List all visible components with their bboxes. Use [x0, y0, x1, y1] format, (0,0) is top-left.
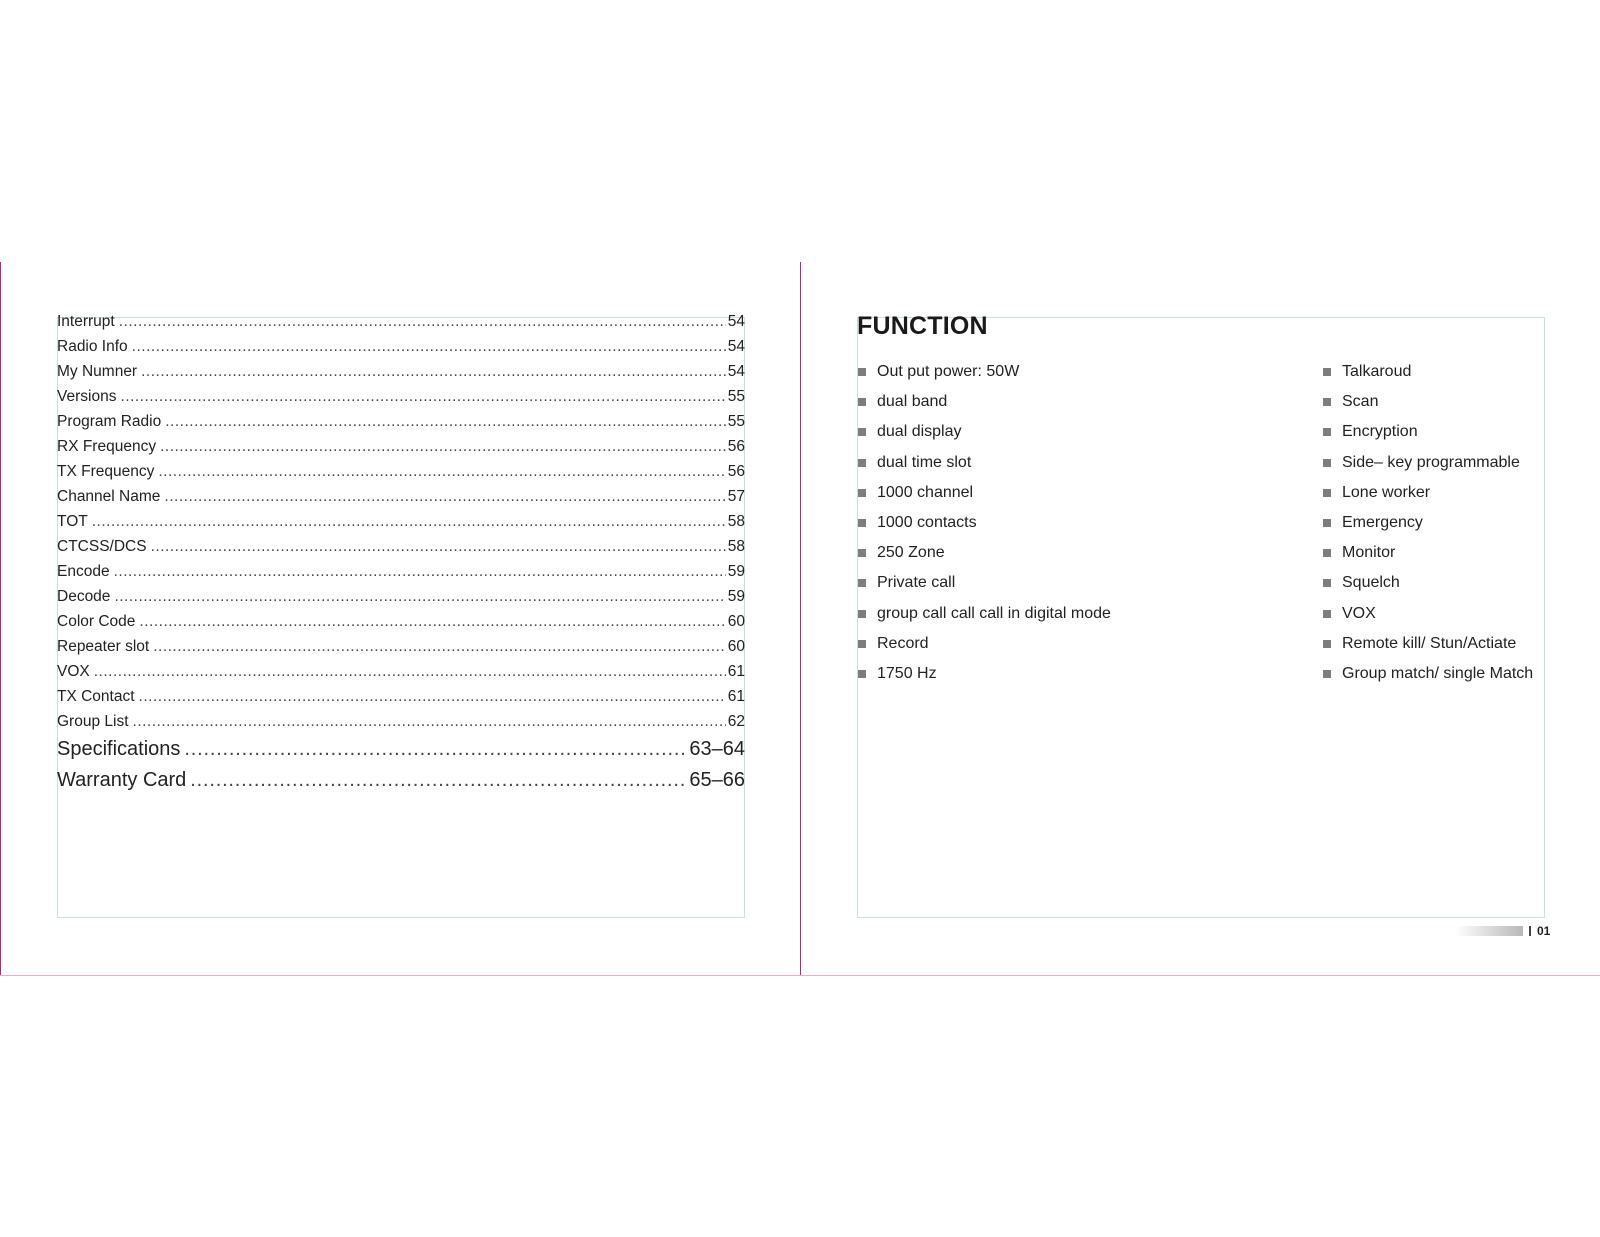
toc-dot-leader — [165, 413, 726, 431]
function-heading: FUNCTION — [857, 312, 988, 340]
square-bullet-icon — [858, 459, 866, 467]
function-item-label: Monitor — [1342, 544, 1396, 562]
toc-entry-page: 61 — [727, 663, 745, 680]
function-item — [858, 357, 1111, 387]
function-item — [858, 659, 1111, 689]
toc-entry-page: 54 — [727, 338, 745, 355]
toc-entry — [57, 363, 745, 388]
toc-entry — [57, 388, 745, 413]
function-item — [858, 538, 1111, 568]
toc-dot-leader — [190, 769, 687, 792]
toc-entry-page: 55 — [727, 413, 745, 430]
bottom-trim-line — [0, 975, 1600, 976]
toc-dot-leader — [158, 463, 725, 481]
square-bullet-icon — [1323, 489, 1331, 497]
toc-entry — [57, 338, 745, 363]
toc-dot-leader — [119, 313, 726, 331]
function-item — [1323, 659, 1533, 689]
toc-entry-page: 54 — [727, 313, 745, 330]
toc-entry-page: 56 — [727, 438, 745, 455]
toc-entry-title: Group List — [57, 713, 129, 730]
function-item-label: Emergency — [1342, 514, 1423, 532]
toc-entry-page: 60 — [727, 613, 745, 630]
square-bullet-icon — [858, 610, 866, 618]
toc-entry-page: 58 — [727, 538, 745, 555]
toc-entry — [57, 463, 745, 488]
square-bullet-icon — [1323, 640, 1331, 648]
square-bullet-icon — [1323, 670, 1331, 678]
toc-entry — [57, 688, 745, 713]
toc-entry — [57, 313, 745, 338]
toc-dot-leader — [114, 588, 725, 606]
table-of-contents — [57, 313, 745, 800]
toc-entry — [57, 513, 745, 538]
square-bullet-icon — [858, 670, 866, 678]
function-item-label: Private call — [877, 574, 956, 592]
function-item-label: Encryption — [1342, 423, 1418, 441]
toc-entry-title: TOT — [57, 513, 88, 530]
function-list-right — [1323, 357, 1533, 689]
toc-entry — [57, 438, 745, 463]
function-item — [858, 478, 1111, 508]
function-list-left — [858, 357, 1111, 689]
toc-entry-page: 62 — [727, 713, 745, 730]
function-item-label: 1000 contacts — [877, 514, 977, 532]
toc-entry — [57, 413, 745, 438]
toc-dot-leader — [94, 663, 726, 681]
toc-entry-page: 58 — [727, 513, 745, 530]
function-item — [858, 599, 1111, 629]
square-bullet-icon — [858, 519, 866, 527]
toc-entry — [57, 563, 745, 588]
toc-entry-title: TX Contact — [57, 688, 135, 705]
toc-entry-page: 59 — [727, 563, 745, 580]
square-bullet-icon — [858, 549, 866, 557]
toc-entry-title: CTCSS/DCS — [57, 538, 147, 555]
toc-entry-title: Warranty Card — [57, 769, 187, 791]
function-item-label: Lone worker — [1342, 483, 1431, 501]
function-item-label: 1750 Hz — [877, 664, 937, 682]
function-item-label: Out put power: 50W — [877, 363, 1020, 381]
toc-entry-title: Color Code — [57, 613, 136, 630]
toc-entry-title: Program Radio — [57, 413, 162, 430]
function-item-label: group call call call in digital mode — [877, 604, 1111, 622]
toc-entry-page: 56 — [727, 463, 745, 480]
function-item-label: Remote kill/ Stun/Actiate — [1342, 634, 1517, 652]
toc-dot-leader — [139, 613, 725, 631]
function-item-label: dual display — [877, 423, 962, 441]
toc-dot-leader — [133, 713, 726, 731]
function-item — [1323, 417, 1533, 447]
function-item — [858, 448, 1111, 478]
page-number-separator — [1529, 926, 1531, 936]
toc-entry-title: Decode — [57, 588, 111, 605]
square-bullet-icon — [858, 640, 866, 648]
left-page-margin-line — [0, 262, 1, 976]
function-item — [858, 508, 1111, 538]
function-item — [858, 568, 1111, 598]
function-item — [858, 387, 1111, 417]
toc-entry — [57, 713, 745, 738]
toc-entry-title: Radio Info — [57, 338, 128, 355]
toc-major-entry — [57, 769, 745, 800]
page-number-footer — [1455, 924, 1550, 938]
toc-dot-leader — [160, 438, 726, 456]
toc-entry-page: 61 — [727, 688, 745, 705]
square-bullet-icon — [858, 398, 866, 406]
toc-entry — [57, 588, 745, 613]
function-item — [1323, 568, 1533, 598]
square-bullet-icon — [858, 368, 866, 376]
function-item — [1323, 478, 1533, 508]
function-item — [1323, 629, 1533, 659]
toc-entry-page: 60 — [727, 638, 745, 655]
toc-entry-title: Interrupt — [57, 313, 115, 330]
function-item-label: dual time slot — [877, 453, 972, 471]
toc-entry — [57, 638, 745, 663]
function-item-label: Scan — [1342, 393, 1379, 411]
toc-entry-page: 55 — [727, 388, 745, 405]
function-item — [858, 629, 1111, 659]
toc-major-entries — [57, 738, 745, 800]
toc-entry-title: Specifications — [57, 738, 181, 760]
gradient-bar — [1455, 926, 1523, 936]
function-item — [858, 417, 1111, 447]
square-bullet-icon — [858, 428, 866, 436]
toc-dot-leader — [114, 563, 726, 581]
toc-dot-leader — [151, 538, 726, 556]
toc-dot-leader — [184, 738, 687, 761]
function-item-label: Side– key programmable — [1342, 453, 1520, 471]
toc-entry-page: 59 — [727, 588, 745, 605]
toc-entries — [57, 313, 745, 738]
toc-entry — [57, 663, 745, 688]
toc-entry-title: VOX — [57, 663, 90, 680]
toc-entry-title: RX Frequency — [57, 438, 157, 455]
toc-entry-page: 57 — [727, 488, 745, 505]
toc-entry-page: 54 — [727, 363, 745, 380]
square-bullet-icon — [1323, 459, 1331, 467]
toc-entry — [57, 538, 745, 563]
function-item — [1323, 599, 1533, 629]
function-item-label: dual band — [877, 393, 948, 411]
square-bullet-icon — [858, 489, 866, 497]
square-bullet-icon — [1323, 579, 1331, 587]
toc-dot-leader — [120, 388, 725, 406]
toc-dot-leader — [141, 363, 726, 381]
function-item — [1323, 538, 1533, 568]
function-item-label: Talkaroud — [1342, 363, 1412, 381]
square-bullet-icon — [1323, 549, 1331, 557]
toc-entry-title: Versions — [57, 388, 117, 405]
function-item — [1323, 508, 1533, 538]
toc-entry-title: Encode — [57, 563, 110, 580]
toc-entry-title: Repeater slot — [57, 638, 150, 655]
toc-entry-title: My Numner — [57, 363, 138, 380]
toc-dot-leader — [92, 513, 726, 531]
page-number: 01 — [1537, 924, 1551, 938]
toc-entry-title: Channel Name — [57, 488, 161, 505]
function-item-label: 1000 channel — [877, 483, 974, 501]
function-item-label: Group match/ single Match — [1342, 664, 1534, 682]
function-item-label: 250 Zone — [877, 544, 945, 562]
function-item-label: Squelch — [1342, 574, 1400, 592]
toc-entry — [57, 613, 745, 638]
toc-dot-leader — [139, 688, 726, 706]
toc-entry-page: 63–64 — [689, 738, 745, 760]
function-item — [1323, 387, 1533, 417]
square-bullet-icon — [858, 579, 866, 587]
function-item-label: Record — [877, 634, 929, 652]
toc-entry — [57, 488, 745, 513]
toc-entry-page: 65–66 — [689, 769, 745, 791]
toc-major-entry — [57, 738, 745, 769]
square-bullet-icon — [1323, 610, 1331, 618]
toc-dot-leader — [132, 338, 726, 356]
square-bullet-icon — [1323, 398, 1331, 406]
function-item — [1323, 357, 1533, 387]
toc-entry-title: TX Frequency — [57, 463, 155, 480]
toc-dot-leader — [153, 638, 726, 656]
function-item-label: VOX — [1342, 604, 1376, 622]
square-bullet-icon — [1323, 428, 1331, 436]
toc-dot-leader — [164, 488, 725, 506]
function-item — [1323, 448, 1533, 478]
square-bullet-icon — [1323, 519, 1331, 527]
square-bullet-icon — [1323, 368, 1331, 376]
spine-line — [800, 262, 801, 976]
